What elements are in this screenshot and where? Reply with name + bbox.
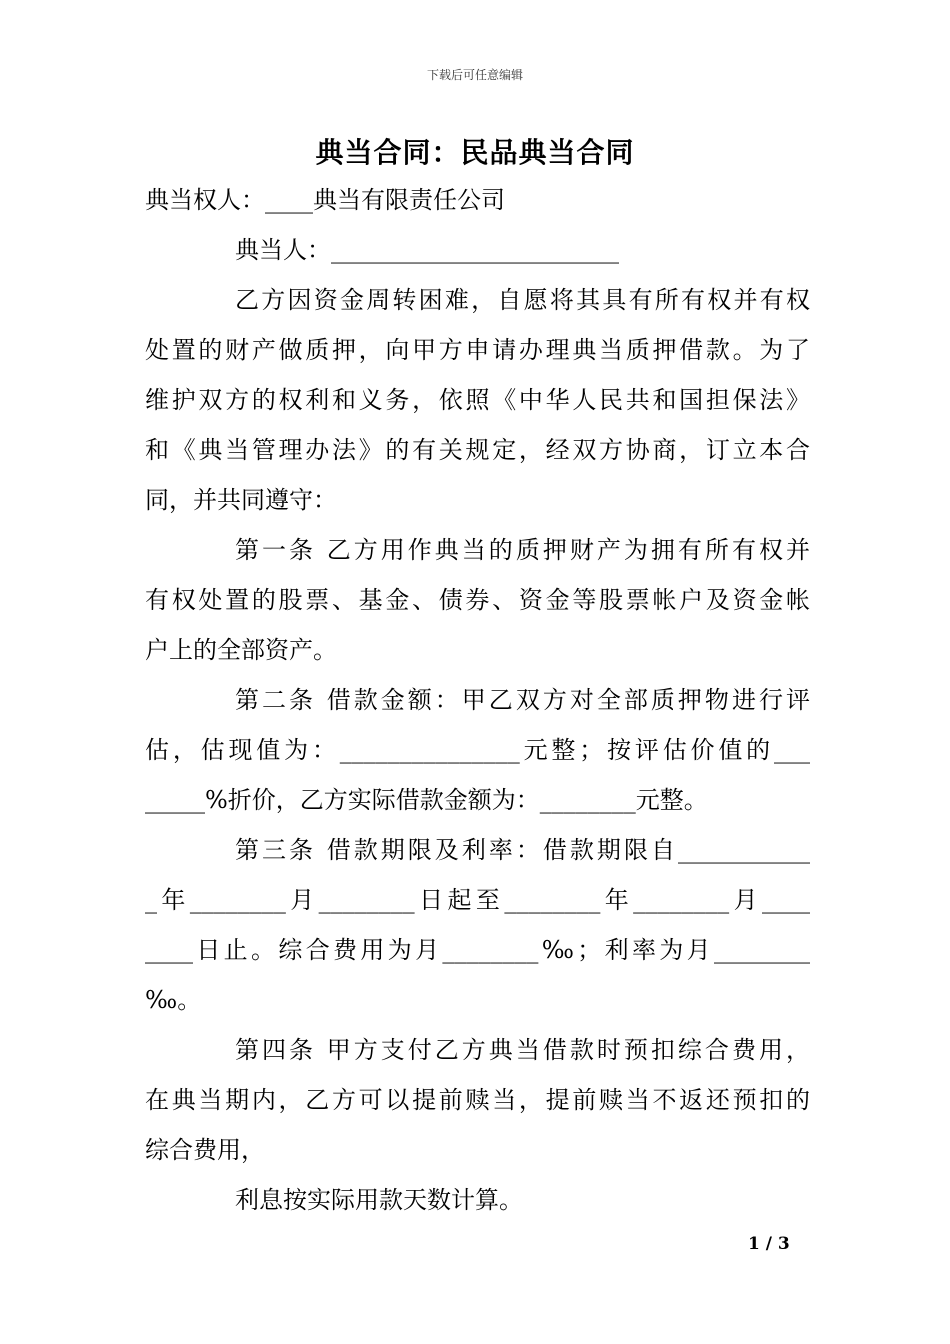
article-1-line: 第一条 乙方用作典当的质押财产为拥有所有权并	[235, 536, 810, 564]
article-3-line: ____日止。综合费用为月________‰；利率为月________	[145, 936, 810, 964]
paragraph-line: 乙方因资金周转困难，自愿将其具有所有权并有权	[235, 286, 810, 314]
article-2-line: 估，估现值为：_______________元整；按评估价值的___	[145, 736, 810, 764]
paragraph-line: 处置的财产做质押，向甲方申请办理典当质押借款。为了	[145, 336, 810, 364]
article-2-line: _____%折价，乙方实际借款金额为：________元整。	[145, 786, 708, 814]
article-1-line: 户上的全部资产。	[145, 636, 337, 664]
article-3-line: ‰。	[145, 986, 202, 1014]
article-2-line: 第二条 借款金额：甲乙双方对全部质押物进行评	[235, 686, 810, 714]
interest-line: 利息按实际用款天数计算。	[235, 1186, 523, 1214]
pawnbroker-line: 典当权人：____典当有限责任公司	[145, 186, 505, 214]
page-header: 下载后可任意编辑	[426, 68, 523, 82]
document-title: 典当合同：民品典当合同	[315, 136, 635, 169]
article-4-line: 综合费用，	[145, 1136, 265, 1164]
article-4-line: 在典当期内，乙方可以提前赎当，提前赎当不返还预扣的	[145, 1086, 810, 1114]
article-3-line: _年________月________日起至________年________月____	[145, 886, 810, 914]
paragraph-line: 和《典当管理办法》的有关规定，经双方协商，订立本合	[145, 436, 810, 464]
page-number: 1 / 3	[748, 1234, 790, 1254]
article-1-line: 有权处置的股票、基金、债券、资金等股票帐户及资金帐	[145, 586, 810, 614]
pawner-line: 典当人：________________________	[235, 236, 619, 264]
article-4-line: 第四条 甲方支付乙方典当借款时预扣综合费用，	[235, 1036, 810, 1064]
paragraph-line: 同，并共同遵守：	[145, 486, 337, 514]
article-3-line: 第三条 借款期限及利率：借款期限自___________	[235, 836, 810, 864]
paragraph-line: 维护双方的权利和义务，依照《中华人民共和国担保法》	[145, 386, 810, 414]
